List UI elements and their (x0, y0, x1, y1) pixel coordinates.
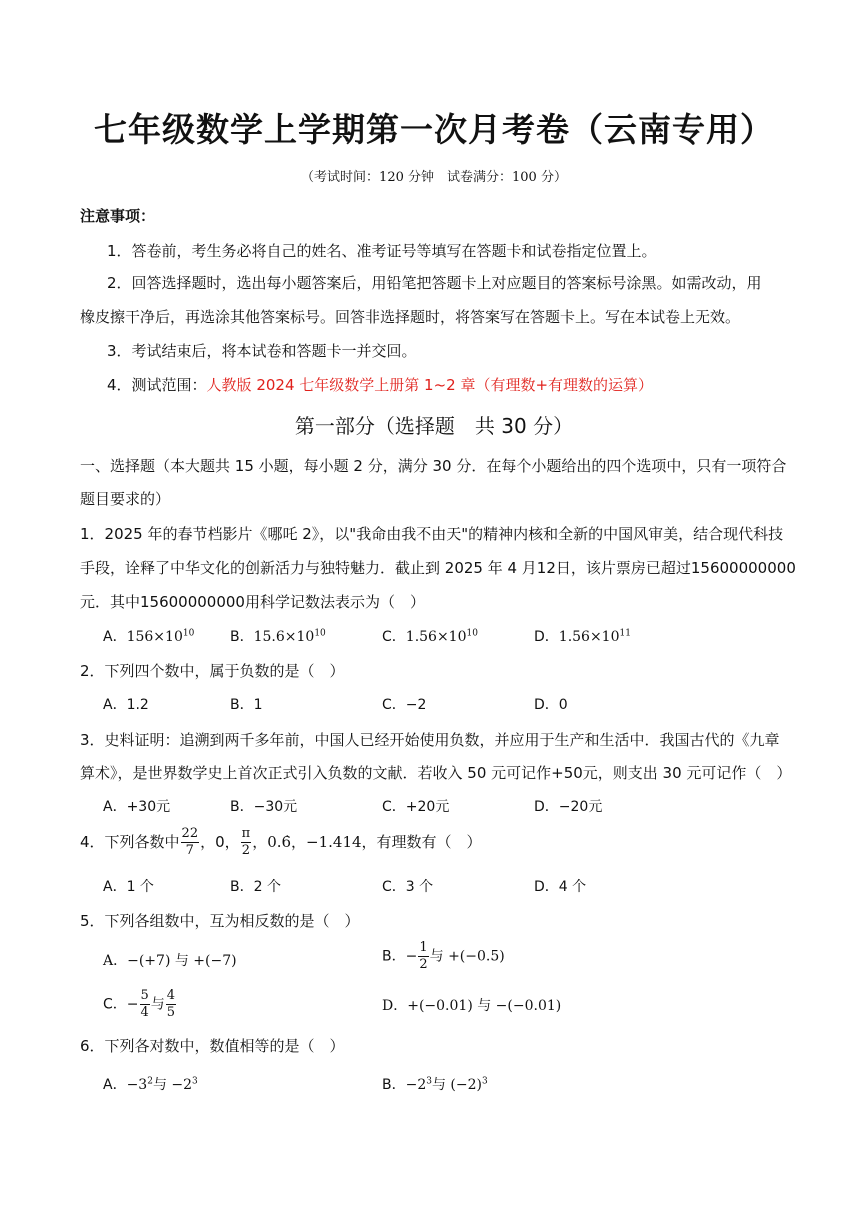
q2-option-b: B．1 (230, 697, 263, 713)
q3-line-2: 算术》，是世界数学史上首次正式引入负数的文献．若收入 50 元可记作+50元，则支出 30 元可记作（ ） (80, 764, 792, 782)
exam-subtitle: （考试时间：120 分钟 试卷满分：100 分） (301, 170, 567, 185)
q2-stem: 2．下列四个数中，属于负数的是（ ） (80, 662, 345, 680)
q1-option-b: B．$15.6\times 10^{10}$ (230, 628, 326, 645)
notes-heading: 注意事项： (80, 207, 156, 225)
q6-stem: 6．下列各对数中，数值相等的是（ ） (80, 1037, 345, 1055)
q1-option-d: D．$1.56\times 10^{11}$ (534, 628, 631, 645)
q6-option-b: B．$-2^3$与 $(-2)^3$ (382, 1076, 488, 1093)
q5-option-b: B．− $\frac{1}{2}$ 与 +(−0.5) (382, 940, 505, 972)
q3-option-d: D．−20元 (534, 799, 603, 815)
section-title: 第一部分（选择题 共 30 分） (294, 414, 574, 438)
fraction-1-2: $\frac{1}{2}$ (419, 940, 428, 972)
q1-line-3: 元．其中15600000000用科学记数法表示为（ ） (80, 593, 425, 611)
note-1: 1．答卷前，考生务必将自己的姓名、准考证号等填写在答题卡和试卷指定位置上。 (107, 242, 657, 260)
q4-stem: 4．下列各数中 $\frac{22}{7}$ ，0， $\frac{\pi}{2}$ ，0.6̇，−1.414，有理数有（ ） (80, 826, 482, 858)
q5-option-a: A．−(+7) 与 +(−7) (103, 953, 237, 969)
q4-option-b: B．2 个 (230, 879, 281, 895)
q6-option-a: A．$-3^2$与 $-2^3$ (103, 1076, 198, 1093)
note-2-line-1: 2．回答选择题时，选出每小题答案后，用铅笔把答题卡上对应题目的答案标号涂黑。如需改动，用 (107, 274, 762, 292)
q3-option-b: B．−30元 (230, 799, 298, 815)
fraction-22-7: $\frac{22}{7}$ (181, 826, 199, 858)
fraction-5-4: $\frac{5}{4}$ (140, 988, 149, 1020)
note-2-line-2: 橡皮擦干净后，再选涂其他答案标号。回答非选择题时，将答案写在答题卡上。写在本试卷上无效。 (80, 308, 741, 326)
section-intro-line-1: 一、选择题（本大题共 15 小题，每小题 2 分，满分 30 分．在每个小题给出的四个选项中，只有一项符合 (80, 457, 787, 475)
q4-option-c: C．3 个 (382, 879, 434, 895)
q2-option-a: A．1.2 (103, 697, 149, 713)
q3-line-1: 3．史料证明：追溯到两千多年前，中国人已经开始使用负数，并应用于生产和生活中．我国古代的《九章 (80, 731, 780, 749)
fraction-pi-2: $\frac{\pi}{2}$ (241, 826, 251, 858)
q5-stem: 5．下列各组数中，互为相反数的是（ ） (80, 912, 360, 930)
q1-option-a: A．$156\times 10^{10}$ (103, 628, 195, 645)
q1-option-c: C．$1.56\times 10^{10}$ (382, 628, 478, 645)
note-4-prefix: 4．测试范围： (107, 376, 207, 394)
q2-option-d: D．0 (534, 697, 568, 713)
test-range: 人教版 2024 七年级数学上册第 1~2 章（有理数+有理数的运算） (206, 376, 654, 394)
q5-option-d: D．+(−0.01) 与 −(−0.01) (382, 998, 562, 1014)
q4-option-a: A．1 个 (103, 879, 154, 895)
fraction-4-5: $\frac{4}{5}$ (166, 988, 176, 1020)
q5-option-c: C．− $\frac{5}{4}$ 与 $\frac{4}{5}$ (103, 988, 176, 1020)
q1-line-1: 1．2025 年的春节档影片《哪吒 2》，以"我命由我不由天"的精神内核和全新的中国风审美，结合现代科技 (80, 525, 784, 543)
q1-line-2: 手段，诠释了中华文化的创新活力与独特魅力．截止到 2025 年 4 月12日，该片票房已超过15600000000 (80, 559, 796, 577)
q4-option-d: D．4 个 (534, 879, 587, 895)
exam-title: 七年级数学上学期第一次月考卷（云南专用） (94, 110, 774, 149)
note-3: 3．考试结束后，将本试卷和答题卡一并交回。 (107, 342, 417, 360)
q3-option-c: C．+20元 (382, 799, 450, 815)
note-4 (107, 374, 653, 395)
q2-option-c: C．−2 (382, 697, 427, 713)
q3-option-a: A．+30元 (103, 799, 171, 815)
section-intro-line-2: 题目要求的） (80, 490, 171, 508)
